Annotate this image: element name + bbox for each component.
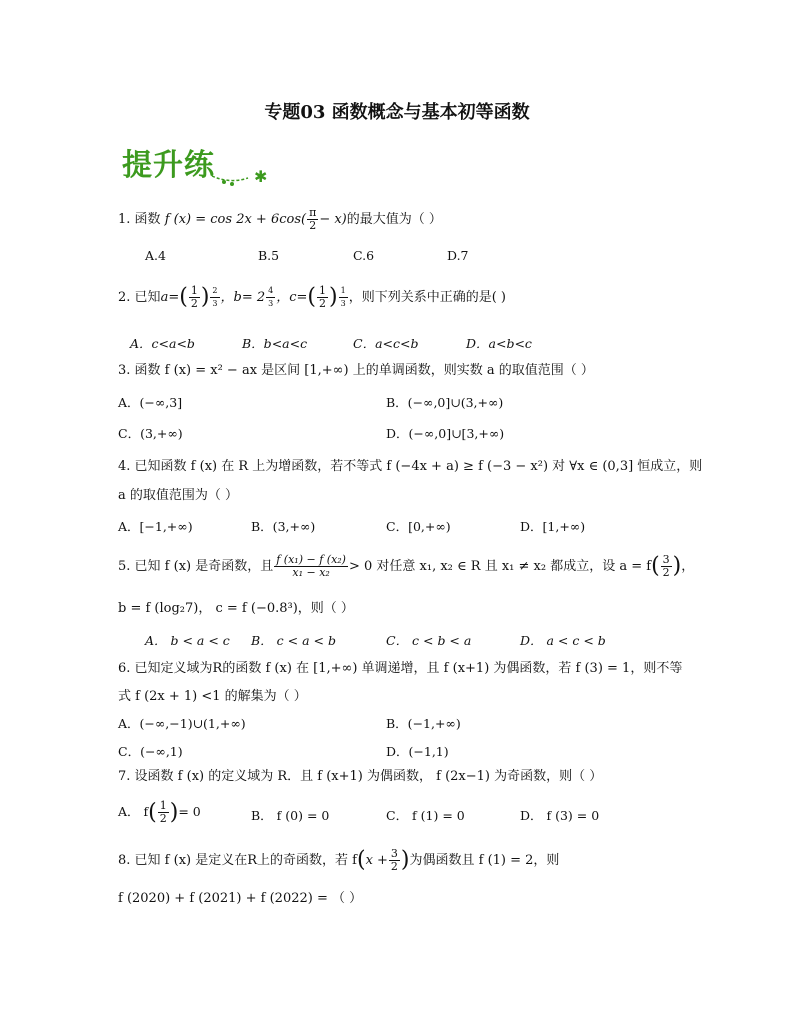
q1-option-c[interactable]: C.6 [353,248,375,263]
q6-option-c[interactable]: C．(−∞,1) [118,744,183,759]
question-1: 1. 函数 f (x) = cos 2x + 6cos( $\frac{\pi}{2}$ − x)的最大值为（ ） [118,206,442,232]
q1-option-b[interactable]: B.5 [258,248,280,263]
q6-option-a[interactable]: A．(−∞,−1)∪(1,+∞) [118,716,246,731]
question-5-line-2: b = f (log₂7)， c = f (−0.8³)，则（ ） [118,601,354,616]
question-4-line-2: a 的取值范围为（ ） [118,488,239,503]
question-8-line-1: 8. 已知 f (x) 是定义在R上的奇函数，若 f(x + $\frac{3}{2}$ )为偶函数且 f (1) = 2，则 [118,847,560,873]
q5-option-d[interactable]: D． a < c < b [520,633,606,648]
q6-option-d[interactable]: D．(−1,1) [386,744,449,759]
q2-option-d[interactable]: D．a<b<c [466,336,532,351]
q5-option-c[interactable]: C． c < b < a [386,633,472,648]
q4-option-c[interactable]: C．[0,+∞) [386,519,451,534]
question-6-line-2: 式 f (2x + 1) <1 的解集为（ ） [118,689,307,704]
q5-option-b[interactable]: B． c < a < b [251,633,336,648]
q1-option-a[interactable]: A.4 [145,248,166,263]
q3-option-d[interactable]: D．(−∞,0]∪[3,+∞) [386,426,505,441]
vine-decoration-icon [120,140,280,190]
question-3: 3. 函数 f (x) = x² − ax 是区间 [1,+∞) 上的单调函数，则实数 a 的取值范围（ ） [118,363,594,378]
q5-option-a[interactable]: A． b < a < c [145,633,230,648]
question-2: 2. 已知a=( $\frac{1}{2}$ ) $^{\frac{2}{3}}$ ，b= 2 $^{\frac{4}{3}}$ ，c=( $\frac{1}{2}$ ) $^{\frac{1}{3}}$ ，则下列关系中正确的是( ) [118,284,506,310]
q6-option-b[interactable]: B．(−1,+∞) [386,716,461,731]
question-7: 7. 设函数 f (x) 的定义域为 R．且 f (x+1) 为偶函数， f (2x−1) 为奇函数，则（ ） [118,769,603,784]
q3-option-a[interactable]: A．(−∞,3] [118,395,183,410]
page-title: 专题03 函数概念与基本初等函数 [264,102,530,123]
q4-option-a[interactable]: A．[−1,+∞) [118,519,193,534]
q3-option-b[interactable]: B．(−∞,0]∪(3,+∞) [386,395,504,410]
q7-option-d[interactable]: D． f (3) = 0 [520,808,600,823]
svg-text:✱: ✱ [254,167,268,186]
q4-option-d[interactable]: D．[1,+∞) [520,519,586,534]
q4-option-b[interactable]: B．(3,+∞) [251,519,316,534]
question-8-line-2: f (2020) + f (2021) + f (2022) = （ ） [118,891,363,906]
banner-label: 提升练 [122,148,215,183]
section-banner [120,140,280,190]
q7-option-c[interactable]: C． f (1) = 0 [386,808,465,823]
question-4-line-1: 4. 已知函数 f (x) 在 R 上为增函数，若不等式 f (−4x + a) ≥ f (−3 − x²) 对 ∀x ∈ (0,3] 恒成立，则 [118,459,703,474]
q2-option-c[interactable]: C．a<c<b [353,336,419,351]
q2-option-b[interactable]: B．b<a<c [242,336,308,351]
q7-option-b[interactable]: B． f (0) = 0 [251,808,330,823]
question-5-line-1: 5. 已知 f (x) 是奇函数，且 $\frac{\text{f (x₁) − f (x₂)}}{\text{x₁ − x₂}}$ > 0 对任意 x₁, x₂ ∈ R 且 x₁ ≠ x₂ 都成立，设 a = f( $\frac{3}{2}$ )， [118,553,695,579]
q7-option-a[interactable]: A． f( $\frac{1}{2}$ )= 0 [118,799,201,825]
question-6-line-1: 6. 已知定义域为R的函数 f (x) 在 [1,+∞) 单调递增，且 f (x+1) 为偶函数，若 f (3) = 1，则不等 [118,661,683,676]
q2-option-a[interactable]: A．c<a<b [130,336,195,351]
q3-option-c[interactable]: C．(3,+∞) [118,426,183,441]
q1-option-d[interactable]: D.7 [447,248,469,263]
